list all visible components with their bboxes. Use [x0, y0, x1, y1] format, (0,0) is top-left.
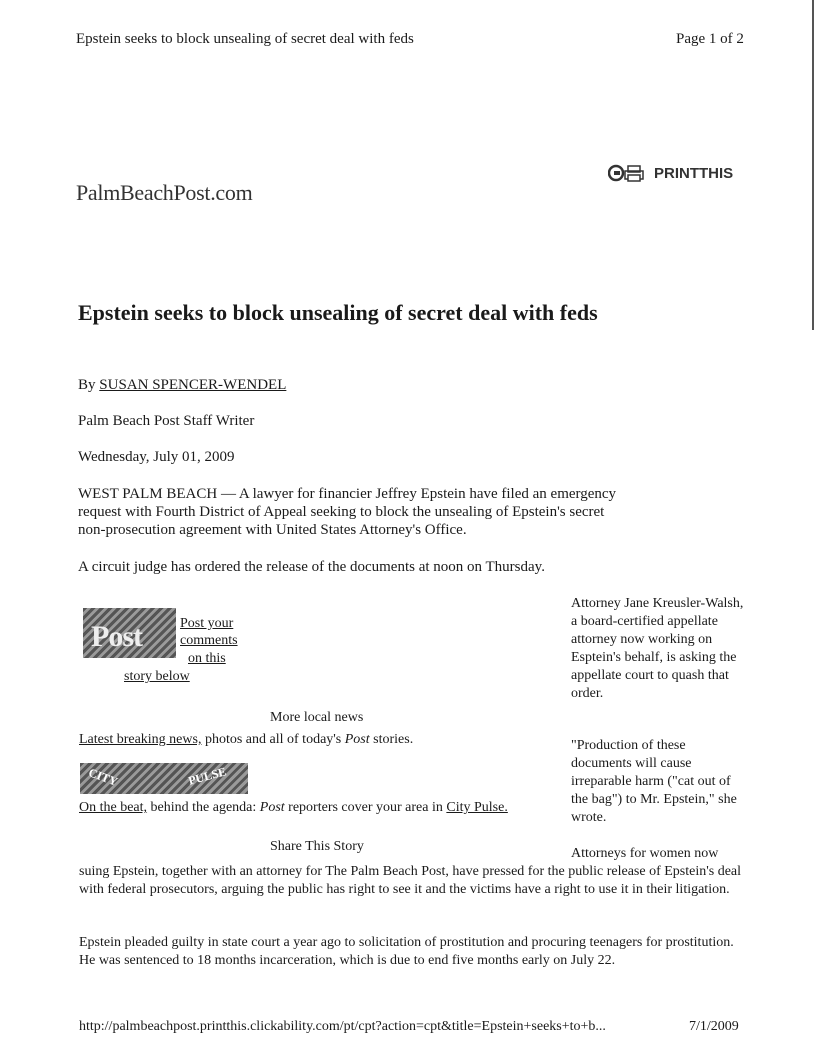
article-paragraph-last: Epstein pleaded guilty in state court a year ago to solicitation of prostitution and procuring teenagers for prostitution. He was sentenced to 18 months incarceration, which is due to end five months early on July 22. — [79, 935, 734, 968]
post-comments-badge[interactable] — [83, 608, 176, 658]
post-comments-link-3[interactable]: on this — [188, 651, 226, 666]
author-link[interactable]: SUSAN SPENCER-WENDEL — [99, 377, 287, 393]
article-paragraph-attorneys: suing Epstein, together with an attorney for The Palm Beach Post, have pressed for the public release of Epstein's deal with federal prosecutors, arguing the public has right to see it and the victims have a right to use it in their litigation. — [79, 864, 742, 897]
breaking-news-link[interactable]: Latest breaking news, — [79, 732, 202, 747]
beat-text: behind the agenda: — [147, 800, 260, 815]
print-this-button[interactable] — [608, 164, 733, 182]
city-pulse-badge-pulse: PULSE — [186, 764, 228, 788]
article-paragraph-2: A circuit judge has ordered the release of the documents at noon on Thursday. — [78, 559, 545, 575]
city-pulse-badge-city: CITY — [86, 765, 120, 789]
breaking-text: photos and all of today's — [201, 732, 345, 747]
footer-url: http://palmbeachpost.printthis.clickability.com/pt/cpt?action=cpt&title=Epstein+seeks+to+b... — [79, 1019, 606, 1034]
byline-prefix: By — [78, 377, 96, 393]
sidebar-paragraph-1: Attorney Jane Kreusler-Walsh, a board-certified appellate attorney now working on Esptein's behalf, is asking the appellate court to quash that order. — [571, 596, 744, 701]
city-pulse-link[interactable]: City Pulse. — [446, 800, 508, 815]
beat-line — [79, 799, 508, 817]
article-headline: Epstein seeks to block unsealing of secret deal with feds — [78, 300, 598, 325]
city-pulse-badge[interactable] — [80, 763, 248, 794]
staff-line: Palm Beach Post Staff Writer — [78, 413, 255, 429]
beat-post-word: Post — [259, 800, 285, 815]
post-comments-link-4[interactable]: story below — [124, 669, 190, 684]
site-logo[interactable]: PalmBeachPost.com — [76, 180, 253, 205]
page-number: Page 1 of 2 — [676, 31, 744, 47]
post-comments-link-2[interactable]: comments — [180, 633, 238, 648]
post-comments-link-1[interactable]: Post your — [180, 616, 234, 631]
beat-text-2: reporters cover your area in — [284, 800, 447, 815]
more-local-news-heading: More local news — [270, 710, 364, 725]
attorneys-start: Attorneys for women now — [571, 846, 719, 861]
article-lede: WEST PALM BEACH — A lawyer for financier Jeffrey Epstein have filed an emergency request with Fourth District of Appeal seeking to block the unsealing of Epstein's secret non-prosecution agreement with United States Attorney's Office. — [78, 486, 617, 538]
printer-icon — [608, 164, 650, 182]
post-badge-text: Post — [91, 620, 142, 653]
margin-rule — [812, 0, 814, 330]
breaking-text-end: stories. — [369, 732, 414, 747]
breaking-post-word: Post — [344, 732, 370, 747]
article-date: Wednesday, July 01, 2009 — [78, 449, 235, 465]
byline — [78, 376, 286, 394]
share-story[interactable]: Share This Story — [270, 839, 364, 854]
sidebar-paragraph-2: "Production of these documents will cause irreparable harm ("cat out of the bag") to Mr. Epstein," she wrote. — [571, 738, 737, 825]
breaking-news-line — [79, 731, 413, 749]
print-header-title: Epstein seeks to block unsealing of secret deal with feds — [76, 31, 414, 47]
print-this-label: PRINTTHIS — [654, 164, 734, 182]
footer-date: 7/1/2009 — [689, 1019, 739, 1034]
on-the-beat-link[interactable]: On the beat, — [79, 800, 148, 815]
